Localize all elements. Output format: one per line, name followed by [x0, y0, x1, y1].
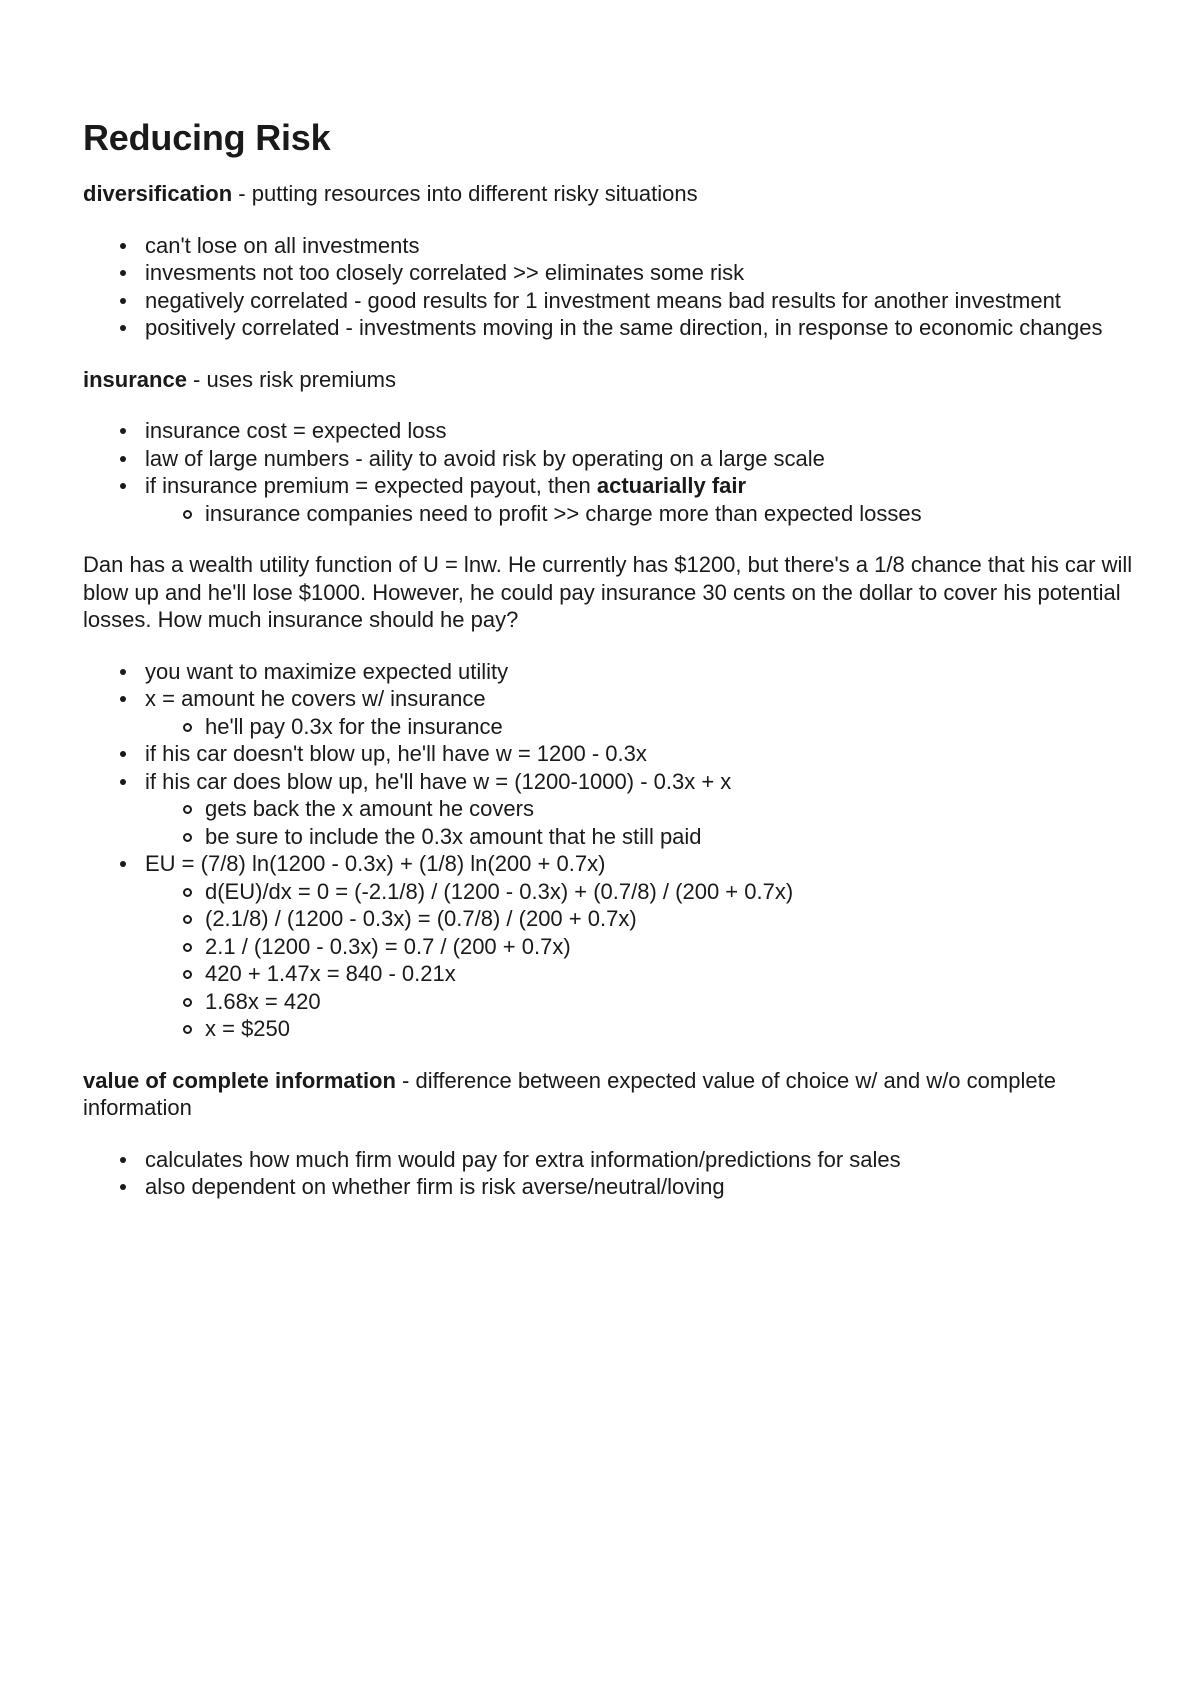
expected-utility-equation: EU = (7/8) ln(1200 - 0.3x) + (1/8) ln(200 + 0.7x) — [145, 851, 606, 876]
diversification-term: diversification — [83, 181, 233, 206]
list-item: insurance cost = expected loss — [83, 417, 1133, 445]
blow-sublist — [145, 795, 1133, 850]
complete-information-definition — [83, 1067, 1133, 1122]
list-item-blow — [83, 768, 1133, 851]
problem-statement: Dan has a wealth utility function of U = lnw. He currently has $1200, but there's a 1/8 chance that his car will blow up and he'll lose $1000. However, he could pay insurance 30 cents on the dollar to cover his potential losses. How much insurance should he pay? — [83, 552, 1133, 632]
document-page — [83, 118, 1133, 1225]
x-sublist — [145, 713, 1133, 741]
sub-list-item: 2.1 / (1200 - 0.3x) = 0.7 / (200 + 0.7x) — [145, 933, 1133, 961]
sub-list-item: insurance companies need to profit >> charge more than expected losses — [145, 500, 1133, 528]
eu-steps-sublist — [145, 878, 1133, 1043]
complete-information-term: value of complete information — [83, 1067, 396, 1093]
diversification-definition — [83, 180, 1133, 208]
sub-list-item: 1.68x = 420 — [145, 988, 1133, 1016]
insurance-definition-text: - uses risk premiums — [186, 366, 396, 392]
list-item: can't lose on all investments — [83, 232, 1133, 260]
list-item-premium — [83, 472, 1133, 527]
list-item-x-def — [83, 685, 1133, 740]
sub-list-item: be sure to include the 0.3x amount that he still paid — [145, 823, 1133, 851]
sub-list-item: (2.1/8) / (1200 - 0.3x) = (0.7/8) / (200 + 0.7x) — [145, 905, 1133, 933]
list-item: law of large numbers - aility to avoid risk by operating on a large scale — [83, 445, 1133, 473]
insurance-list — [83, 417, 1133, 527]
page-title: Reducing Risk — [83, 117, 331, 158]
list-item: negatively correlated - good results for 1 investment means bad results for another investment — [83, 287, 1133, 315]
sub-list-item: 420 + 1.47x = 840 - 0.21x — [145, 960, 1133, 988]
x-definition: x = amount he covers w/ insurance — [145, 686, 486, 711]
complete-information-definition-text: - difference between expected value of choice w/ and w/o complete information — [83, 1067, 1056, 1120]
list-item: invesments not too closely correlated >> eliminates some risk — [83, 259, 1133, 287]
diversification-definition-text: - putting resources into different risky situations — [232, 181, 698, 206]
actuarially-fair-term: actuarially fair — [596, 473, 747, 498]
list-item: calculates how much firm would pay for extra information/predictions for sales — [83, 1146, 1133, 1174]
sub-list-item: x = $250 — [145, 1015, 1133, 1043]
list-item: you want to maximize expected utility — [83, 658, 1133, 686]
blow-up-case: if his car does blow up, he'll have w = (1200-1000) - 0.3x + x — [145, 768, 732, 794]
sub-list-item: d(EU)/dx = 0 = (-2.1/8) / (1200 - 0.3x) + (0.7/8) / (200 + 0.7x) — [145, 878, 1133, 906]
premium-sublist — [145, 500, 1133, 528]
sub-list-item: gets back the x amount he covers — [145, 795, 1133, 823]
problem-solution-list — [83, 658, 1133, 1043]
list-item: also dependent on whether firm is risk averse/neutral/loving — [83, 1173, 1133, 1201]
sub-list-item: he'll pay 0.3x for the insurance — [145, 713, 1133, 741]
list-item-eu — [83, 850, 1133, 1043]
insurance-term: insurance — [83, 366, 187, 392]
list-item: positively correlated - investments moving in the same direction, in response to economic changes — [83, 314, 1133, 342]
premium-text: if insurance premium = expected payout, then — [145, 473, 597, 498]
list-item: if his car doesn't blow up, he'll have w = 1200 - 0.3x — [83, 740, 1133, 768]
complete-information-list — [83, 1146, 1133, 1201]
insurance-definition — [83, 366, 1133, 394]
diversification-list — [83, 232, 1133, 342]
